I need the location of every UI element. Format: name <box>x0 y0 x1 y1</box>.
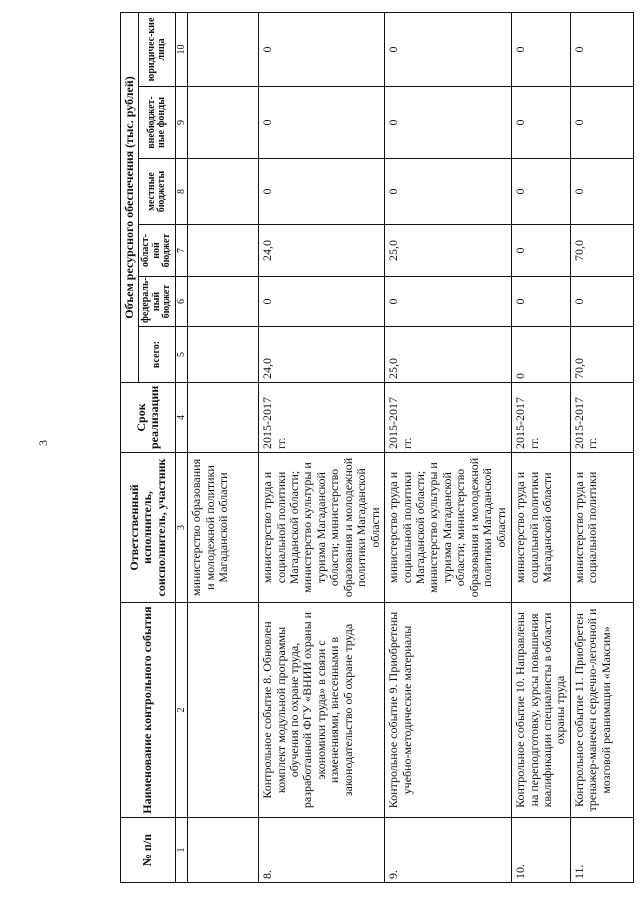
header-local: местные бюджеты <box>139 159 176 225</box>
cell-federal: 0 <box>512 277 571 327</box>
cell-federal: 0 <box>385 277 512 327</box>
cell-regional: 24,0 <box>259 225 385 277</box>
header-regional: област-ной бюджет <box>139 225 176 277</box>
cell-responsible: министерство труда и социальной политики Магаданской области <box>512 453 571 603</box>
cell-name: Контрольное событие 8. Обновлен комплект модульной программы обучения по охране труда, разработанной ФГУ «ВНИИ охраны и экономики труда» в связи с изменениями, внесенными в законодательство об охране труда <box>259 603 385 818</box>
cell-total: 0 <box>512 327 571 383</box>
header-extra: внебюджет-ные фонды <box>139 87 176 159</box>
cell-extra: 0 <box>259 87 385 159</box>
cell-federal: 0 <box>570 277 633 327</box>
cell-responsible: министерство труда и социальной политики <box>570 453 633 603</box>
cell-legal <box>188 12 259 86</box>
cell-legal: 0 <box>570 12 633 86</box>
cell-name: Контрольное событие 9. Приобретены учебно-методические материалы <box>385 603 512 818</box>
cell-term <box>188 383 259 453</box>
cell-num <box>188 818 259 883</box>
cell-federal <box>188 277 259 327</box>
cell-term: 2015-2017 гг. <box>385 383 512 453</box>
header-federal: федераль-ный бюджет <box>139 277 176 327</box>
cell-federal: 0 <box>259 277 385 327</box>
column-number: 9 <box>175 87 187 159</box>
table-row <box>259 12 385 882</box>
control-events-table <box>120 12 634 883</box>
header-total: всего: <box>139 327 176 383</box>
cell-num: 10. <box>512 818 571 883</box>
header-funding: Объем ресурсного обеспечения (тыс. рублей) <box>121 12 139 382</box>
page-number: 3 <box>36 440 50 446</box>
header-legal: юридичес-кие лица <box>139 12 176 86</box>
cell-name <box>188 603 259 818</box>
cell-term: 2015-2017 гг. <box>259 383 385 453</box>
column-number: 6 <box>175 277 187 327</box>
cell-local: 0 <box>570 159 633 225</box>
cell-name: Контрольное событие 10. Направлены на переподготовку, курсы повышения квалификации специалисты в области охраны труда <box>512 603 571 818</box>
cell-name: Контрольное событие 11. Приобретен тренажер-манекен сердечно-легочной и мозговой реанимации «Максим» <box>570 603 633 818</box>
table-row <box>512 12 571 882</box>
cell-regional: 0 <box>512 225 571 277</box>
header-responsible: Ответственный исполнитель, соисполнитель, участник <box>121 453 176 603</box>
cell-regional: 25,0 <box>385 225 512 277</box>
cell-local: 0 <box>512 159 571 225</box>
cell-term: 2015-2017 гг. <box>512 383 571 453</box>
header-row-1 <box>121 12 139 882</box>
header-name: Наименование контрольного события <box>121 603 176 818</box>
cell-regional: 70,0 <box>570 225 633 277</box>
cell-legal: 0 <box>385 12 512 86</box>
cell-total <box>188 327 259 383</box>
cell-responsible: министерство образования и молодежной политики Магаданской области <box>188 453 259 603</box>
cell-term: 2015-2017 гг. <box>570 383 633 453</box>
column-number: 1 <box>175 818 187 883</box>
cell-total: 25,0 <box>385 327 512 383</box>
cell-extra: 0 <box>570 87 633 159</box>
cell-extra: 0 <box>385 87 512 159</box>
table-row <box>570 12 633 882</box>
column-numbers-row <box>175 12 187 882</box>
cell-responsible: министерство труда и социальной политики Магаданской области; министерство культуры и туризма Магаданской области; министерство образования и молодежной политики Магаданской области <box>385 453 512 603</box>
table-row <box>385 12 512 882</box>
cell-num: 9. <box>385 818 512 883</box>
cell-local <box>188 159 259 225</box>
cell-num: 8. <box>259 818 385 883</box>
cell-local: 0 <box>259 159 385 225</box>
column-number: 3 <box>175 453 187 603</box>
cell-regional <box>188 225 259 277</box>
cell-extra: 0 <box>512 87 571 159</box>
table-row <box>188 12 259 882</box>
cell-extra <box>188 87 259 159</box>
header-num: № п/п <box>121 818 176 883</box>
cell-responsible: министерство труда и социальной политики Магаданской области; министерство культуры и туризма Магаданской области; министерство образования и молодежной политики Магаданской области <box>259 453 385 603</box>
column-number: 5 <box>175 327 187 383</box>
column-number: 7 <box>175 225 187 277</box>
header-term: Срок реализации <box>121 383 176 453</box>
cell-legal: 0 <box>512 12 571 86</box>
column-number: 2 <box>175 603 187 818</box>
cell-legal: 0 <box>259 12 385 86</box>
column-number: 8 <box>175 159 187 225</box>
column-number: 4 <box>175 383 187 453</box>
cell-total: 70,0 <box>570 327 633 383</box>
cell-num: 11. <box>570 818 633 883</box>
cell-local: 0 <box>385 159 512 225</box>
column-number: 10 <box>175 12 187 86</box>
rotated-page <box>120 13 640 883</box>
cell-total: 24,0 <box>259 327 385 383</box>
